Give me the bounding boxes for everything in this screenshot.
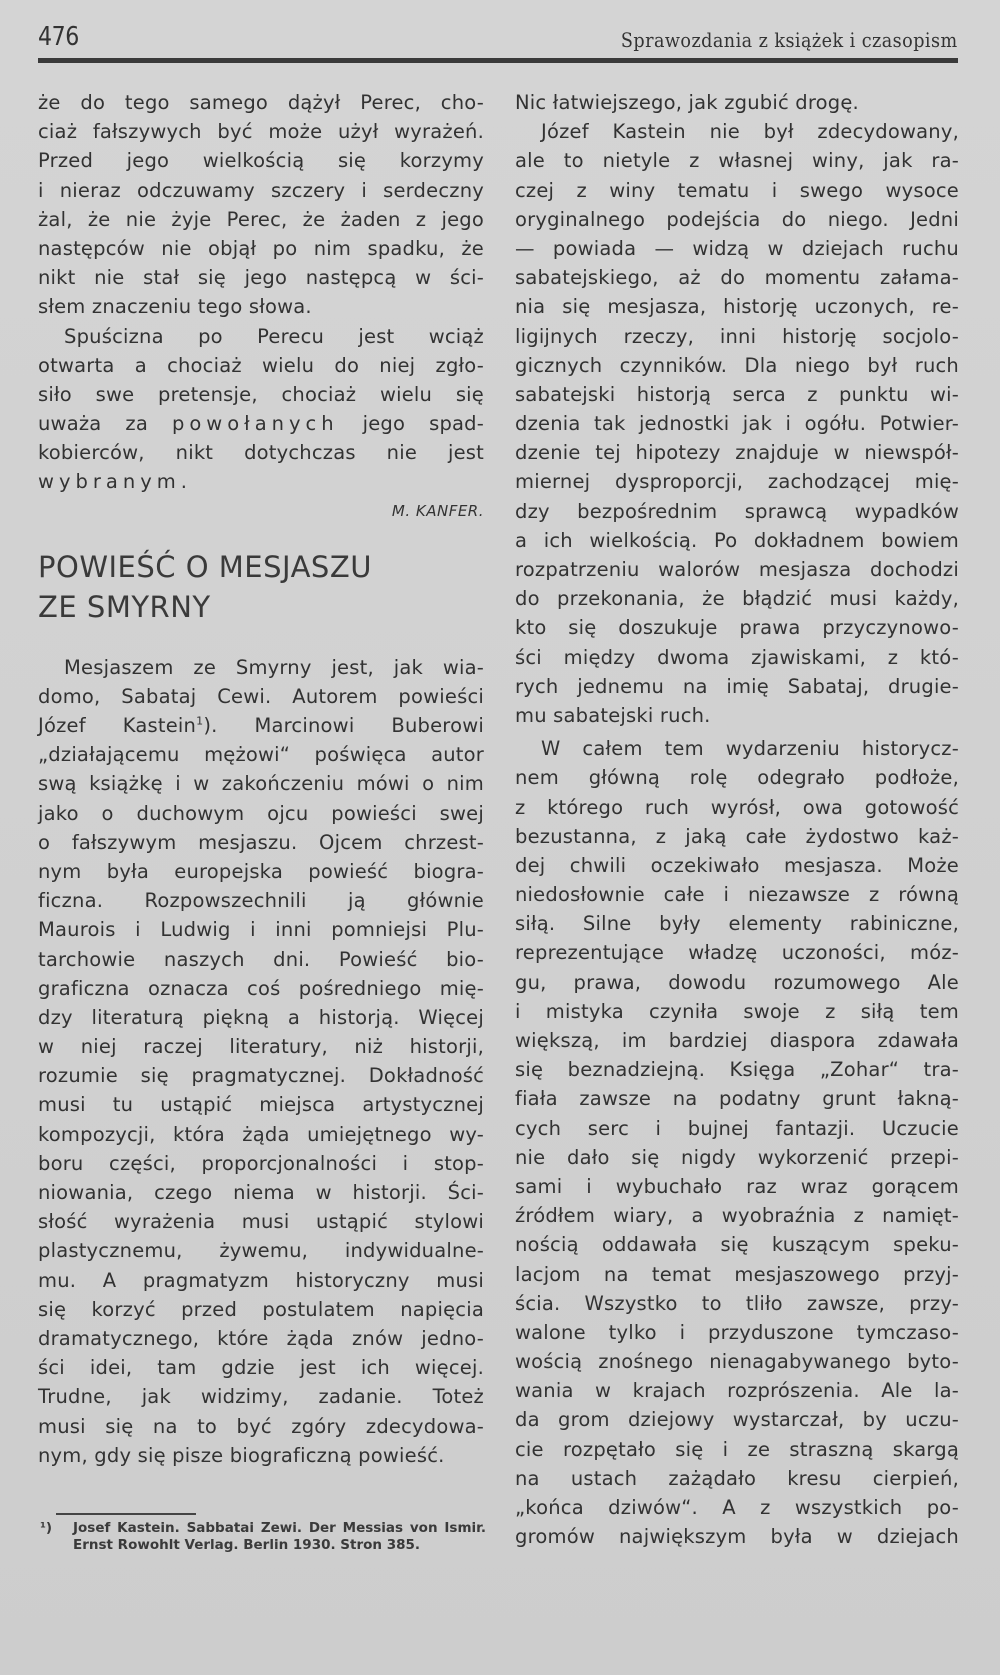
text-line: do przekonania, że błądzić musi każdy, xyxy=(515,587,959,611)
text-line: dzy literaturą piękną a historją. Więcej xyxy=(38,1005,484,1029)
text-line: niowania, czego niema w historji. Ści- xyxy=(38,1181,484,1204)
text-line: „działającemu mężowi“ poświęca autor xyxy=(38,743,484,767)
page-header xyxy=(38,22,958,62)
emphasized-word: powołanych xyxy=(171,412,339,436)
text-line: się beznadziejną. Księga „Zohar“ tra- xyxy=(515,1058,959,1082)
footnote xyxy=(40,1520,486,1554)
text-line: fiała zawsze na podatny grunt łakną- xyxy=(515,1087,959,1111)
text-line: gromów największym była w dziejach xyxy=(515,1525,959,1549)
text-line: sabatejski historją serca z punktu wi- xyxy=(515,382,959,406)
text-run: . xyxy=(180,470,188,494)
text-line: Mesjaszem ze Smyrny jest, jak wia- xyxy=(64,655,484,679)
page-number: 476 xyxy=(38,22,79,52)
text-line: lacjom na temat mesjaszowego przyj- xyxy=(515,1262,959,1286)
paragraph-perec-legacy xyxy=(38,322,484,497)
text-line: cie rozpętało się i ze straszną skargą xyxy=(515,1437,959,1461)
text-line: i nieraz odczuwamy szczery i serdeczny xyxy=(38,178,484,202)
text-line: ficzna. Rozpowszechnili ją głównie xyxy=(38,889,484,913)
text-line: dej chwili oczekiwało mesjasza. Może xyxy=(515,853,959,877)
text-line: ligijnych rzeczy, inni historję socjolo- xyxy=(515,324,959,348)
text-line: sabatejskiego, aż do momentu załama- xyxy=(515,266,959,290)
text-line: ści idei, tam gdzie jest ich więcej. xyxy=(38,1356,484,1380)
text-line: nem główną rolę odegrało podłoże, xyxy=(515,766,959,790)
text-line: się korzyć przed postulatem napięcia xyxy=(38,1297,484,1321)
header-rule xyxy=(38,58,958,63)
text-line: dzy bezpośrednim sprawcą wypadków xyxy=(515,499,959,523)
text-line: a ich wielkością. Po dokładnem bowiem xyxy=(515,528,959,552)
text-line: kompozycji, która żąda umiejętnego wy- xyxy=(38,1122,484,1146)
text-line: „końca dziwów“. A z wszystkich po- xyxy=(515,1496,959,1519)
text-line: rozumie się pragmatycznej. Dokładność xyxy=(38,1064,484,1088)
text-line: otwarta a chociaż wielu do niej zgło- xyxy=(38,353,484,377)
text-line: gicznych czynników. Dla niego był ruch xyxy=(515,353,959,377)
text-line: w niej raczej literatury, niż historji, xyxy=(38,1035,484,1059)
right-column xyxy=(515,88,959,1551)
text-line: na ustach zażądało kresu cierpień, xyxy=(515,1466,959,1490)
text-run: jego spad- xyxy=(338,412,484,436)
text-line: tarchowie naszych dni. Powieść bio- xyxy=(38,947,484,971)
text-line: słość wyrażenia musi ustąpić stylowi xyxy=(38,1210,484,1234)
footnote-text: Josef Kastein. Sabbatai Zewi. Der Messias von Ismir. Ernst Rowohlt Verlag. Berlin 1930. Stron 385. xyxy=(73,1520,486,1553)
text-line: Nic łatwiejszego, jak zgubić drogę. xyxy=(515,91,859,114)
text-line: swą książkę i w zakończeniu mówi o nim xyxy=(38,772,484,796)
text-line: i mistyka czyniła swoje z siłą tem xyxy=(515,999,959,1023)
text-line: o fałszywym mesjaszu. Ojcem chrzest- xyxy=(38,830,484,854)
paragraph-historical-background xyxy=(515,734,959,1551)
footnote-rule xyxy=(56,1513,196,1515)
text-line: boru części, proporcjonalności i stop- xyxy=(38,1151,484,1175)
text-line: nie dało się nigdy wykorzenić przepi- xyxy=(515,1145,959,1169)
section-title-line: ZE SMYRNY xyxy=(38,589,211,624)
section-title-line: POWIEŚĆ O MESJASZU xyxy=(38,549,372,584)
text-line: musi się na to być zgóry zdecydowa- xyxy=(38,1414,484,1438)
text-line: rozpatrzeniu walorów mesjasza dochodzi xyxy=(515,558,959,581)
footnote-reference[interactable]: 1 xyxy=(196,714,204,728)
text-line: graficzna oznacza coś pośredniego mię- xyxy=(38,976,484,1000)
text-line: ści między dwoma zjawiskami, z któ- xyxy=(515,645,959,669)
text-line: z którego ruch wyrósł, owa gotowość xyxy=(515,795,959,819)
text-line: żal, że nie żyje Perec, że żaden z jego xyxy=(38,207,484,231)
text-line: kobierców, nikt dotychczas nie jest xyxy=(38,441,484,465)
text-line: nikt nie stał się jego następcą w ści- xyxy=(38,266,484,290)
text-line: bezustanna, z jaką całe żydostwo każ- xyxy=(515,824,959,848)
text-line: dramatycznego, które żąda znów jedno- xyxy=(38,1326,484,1350)
text-line: ale to nietyle z własnej winy, jak ra- xyxy=(515,149,959,173)
text-line: że do tego samego dążył Perec, cho- xyxy=(38,91,484,114)
text-line: niedosłownie całe i niezawsze z równą xyxy=(515,883,959,907)
text-line: wania w krajach rozprószenia. Ale la- xyxy=(515,1379,959,1403)
text-line: nia się mesjasza, historję uczonych, re- xyxy=(515,295,959,319)
text-line: jako o duchowym ojcu powieści swej xyxy=(38,801,484,825)
text-line: źródłem wiary, a wyobraźnia z namięt- xyxy=(515,1204,959,1228)
text-run: Józef Kastein xyxy=(38,714,197,737)
text-line: Przed jego wielkością się korzymy xyxy=(38,149,484,173)
text-line: musi tu ustąpić miejsca artystycznej xyxy=(38,1093,484,1117)
text-line: dzenia tak jednostki jak i ogółu. Potwier- xyxy=(515,412,959,436)
running-title: Sprawozdania z książek i czasopism xyxy=(621,28,958,52)
emphasized-word: wybranym xyxy=(38,470,181,494)
text-line: walone tylko i przyduszone tymczaso- xyxy=(515,1320,959,1344)
text-line: domo, Sabataj Cewi. Autorem powieści xyxy=(38,684,484,708)
paragraph-kastein-undecided xyxy=(515,117,959,730)
text-line: W całem tem wydarzeniu historycz- xyxy=(541,737,959,761)
text-line: sami i wybuchało raz wraz gorącem xyxy=(515,1174,959,1198)
text-line: kto się doszukuje prawa przyczynowo- xyxy=(515,616,959,640)
text-line: następców nie objął po nim spadku, że xyxy=(38,236,484,260)
text-line: mu sabatejski ruch. xyxy=(515,703,711,727)
text-line: nym, gdy się pisze biograficzną powieść. xyxy=(38,1443,445,1467)
text-line: ciaż fałszywych być może użył wyrażeń. xyxy=(38,120,484,144)
footnote-marker: ¹) xyxy=(40,1520,53,1536)
text-line: cych serc i bujnej fantazji. Uczucie xyxy=(515,1116,959,1140)
text-line: Maurois i Ludwig i inni pomniejsi Plu- xyxy=(38,918,484,942)
text-line: nym była europejska powieść biogra- xyxy=(38,859,484,883)
text-line: plastycznemu, żywemu, indywidualne- xyxy=(38,1239,484,1263)
text-line: rych jednemu na imię Sabataj, drugie- xyxy=(515,674,959,698)
text-line: Spuścizna po Perecu jest wciąż xyxy=(64,324,484,348)
text-line xyxy=(38,711,484,740)
left-column xyxy=(38,88,484,1470)
author-signature: M. KANFER. xyxy=(391,501,484,520)
text-line: — powiada — widzą w dziejach ruchu xyxy=(515,236,959,260)
text-line: czej z winy tematu i swego wysoce xyxy=(515,178,959,202)
text-line xyxy=(38,409,484,438)
text-line: gu, prawa, dowodu rozumowego Ale xyxy=(515,970,959,994)
text-line: Józef Kastein nie był zdecydowany, xyxy=(541,120,959,144)
text-line: ścia. Wszystko to tliło zawsze, przy- xyxy=(515,1291,959,1315)
text-line: reprezentujące władzę uczoności, móz- xyxy=(515,941,959,965)
section-title xyxy=(38,547,484,627)
paragraph-perec-conclusion xyxy=(38,88,484,322)
text-line: miernej dysproporcji, zachodzącej mię- xyxy=(515,470,959,494)
text-line: większą, im bardziej diaspora zdawała xyxy=(515,1029,959,1052)
text-run: uważa za xyxy=(38,412,172,436)
text-line: oryginalnego podejścia do niego. Jedni xyxy=(515,207,959,231)
text-line: wością znośnego nienagabywanego byto- xyxy=(515,1350,959,1374)
text-line: nością oddawała się kuszącym speku- xyxy=(515,1233,959,1257)
text-line: siłą. Silne były elementy rabiniczne, xyxy=(515,912,959,936)
text-line: Trudne, jak widzimy, zadanie. Toteż xyxy=(38,1385,484,1409)
text-run: ). Marcinowi Buberowi xyxy=(203,714,484,737)
text-line: siło swe pretensje, chociaż wielu się xyxy=(38,382,484,406)
text-line: dzenie tej hipotezy znajduje w niewspół- xyxy=(515,441,959,465)
text-line: słem znaczeniu tego słowa. xyxy=(38,295,312,319)
text-line: da grom dziejowy wystarczał, by uczu- xyxy=(515,1408,959,1432)
text-line: mu. A pragmatyzm historyczny musi xyxy=(38,1268,484,1292)
paragraph-smyrna-review xyxy=(38,653,484,1470)
paragraph-lost-way xyxy=(515,88,959,117)
text-line xyxy=(38,467,484,496)
